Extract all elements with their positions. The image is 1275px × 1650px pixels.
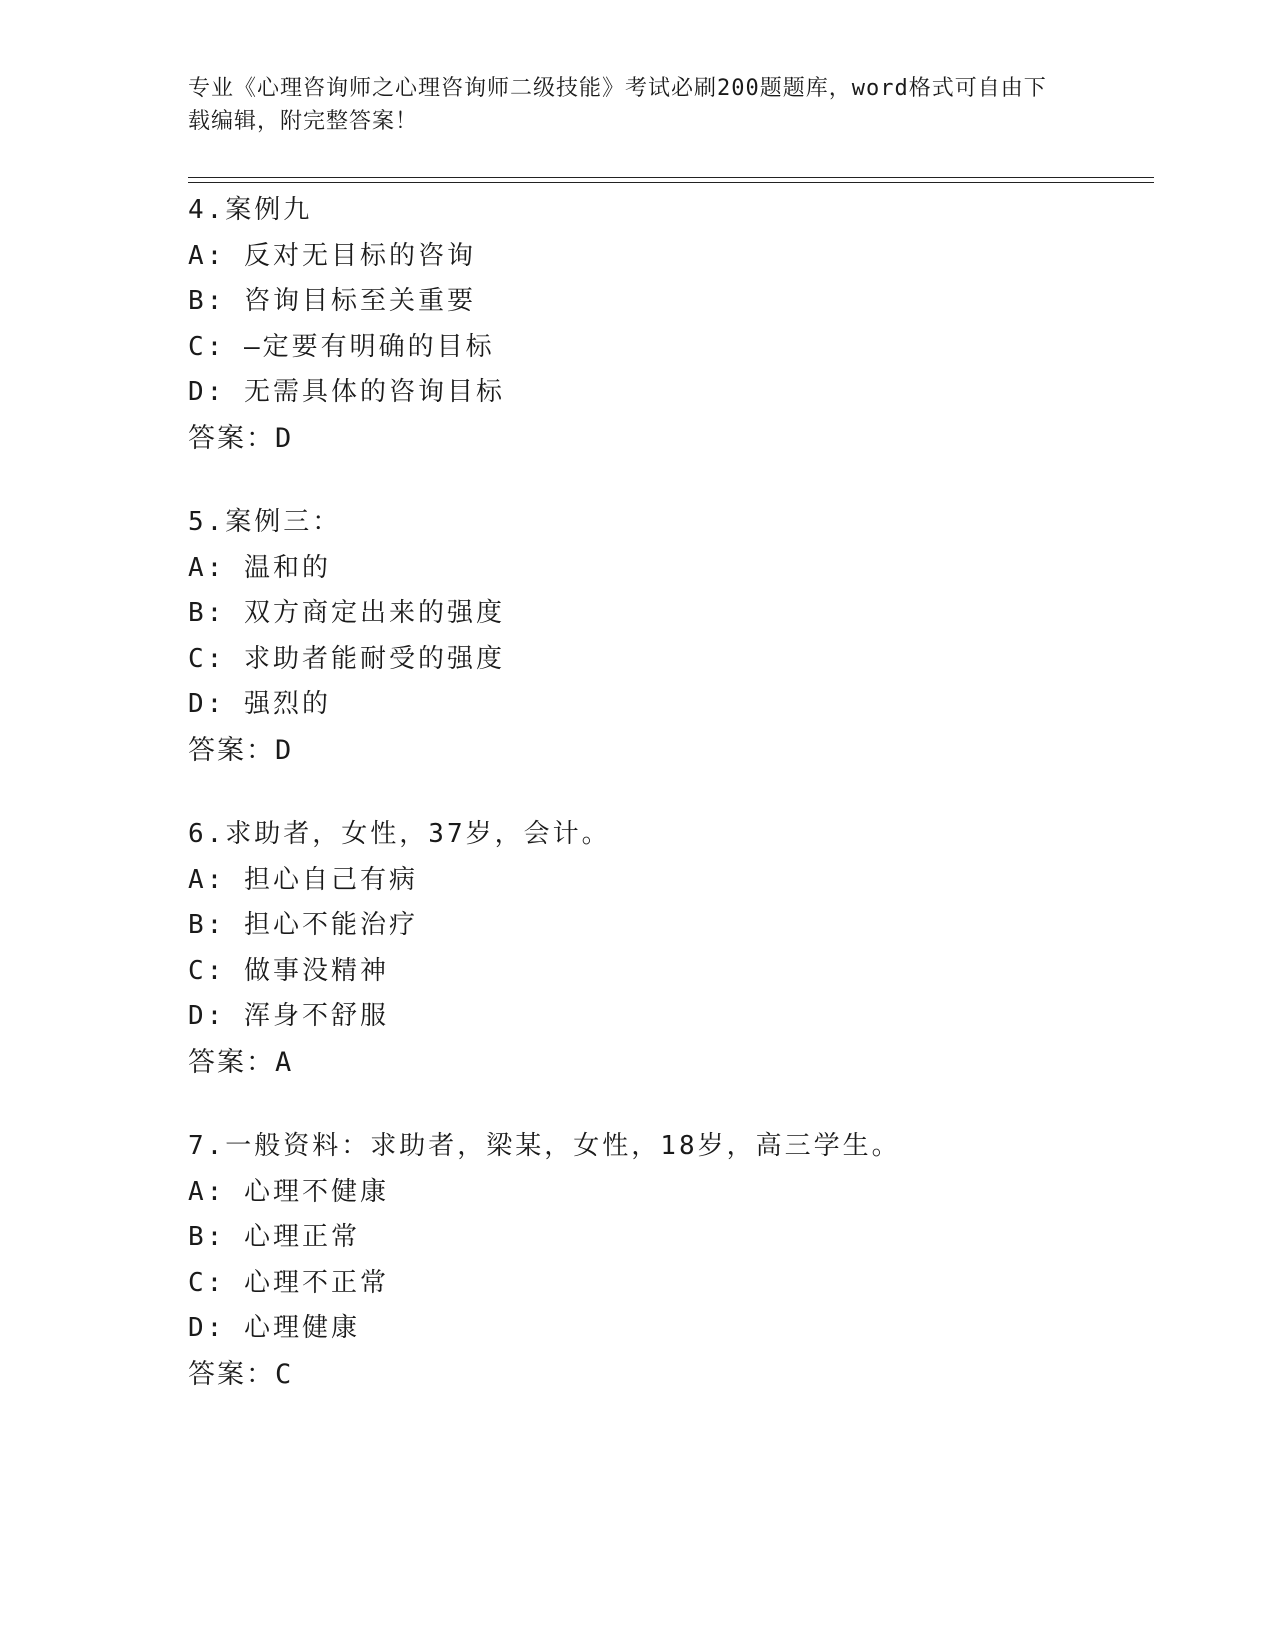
option-d: D: 心理健康 [188,1313,360,1343]
option-d: D: 无需具体的咨询目标 [188,377,505,407]
header-divider-top [188,177,1154,178]
option-b: B: 双方商定出来的强度 [188,598,505,628]
document-header: 专业《心理咨询师之心理咨询师二级技能》考试必刷200题题库，word格式可自由下载编辑，附完整答案！ [188,76,1047,134]
question-stem: 6.求助者，女性，37岁，会计。 [188,819,611,849]
option-c: C: 求助者能耐受的强度 [188,643,505,674]
answer: 答案：A [188,1046,294,1078]
option-a: A: 担心自己有病 [188,864,418,895]
option-b: B: 担心不能治疗 [188,910,418,940]
option-c: C: 做事没精神 [188,955,389,986]
option-c: C: 心理不正常 [188,1267,389,1298]
option-b: B: 心理正常 [188,1222,360,1252]
option-c: C: —定要有明确的目标 [188,331,495,362]
question-7 [188,1124,1148,1397]
question-5 [188,500,1148,773]
question-6 [188,812,1148,1085]
option-a: A: 心理不健康 [188,1176,389,1207]
option-d: D: 浑身不舒服 [188,1001,389,1031]
question-list [188,188,1148,1436]
question-stem: 5.案例三： [188,507,342,537]
question-stem: 4.案例九 [188,195,313,225]
option-a: A: 温和的 [188,552,331,583]
question-4 [188,188,1148,461]
question-stem: 7.一般资料：求助者，梁某，女性，18岁，高三学生。 [188,1131,901,1161]
header-divider-bottom [188,182,1154,183]
option-b: B: 咨询目标至关重要 [188,286,476,316]
answer: 答案：D [188,422,294,454]
option-d: D: 强烈的 [188,689,331,719]
answer: 答案：C [188,1358,294,1390]
answer: 答案：D [188,734,294,766]
option-a: A: 反对无目标的咨询 [188,240,476,271]
